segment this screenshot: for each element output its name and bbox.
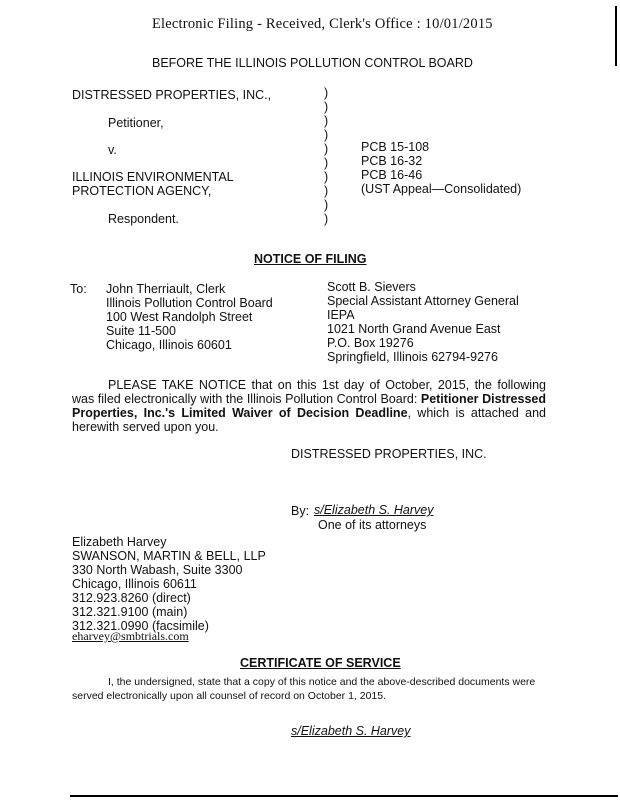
paren: ) — [324, 156, 329, 170]
recipient-line: 100 West Randolph Street — [106, 310, 253, 324]
to-label: To: — [70, 282, 87, 296]
email-link[interactable]: eharvey@smbtrials.com — [72, 629, 189, 643]
paren: ) — [324, 212, 329, 226]
by-label: By: — [291, 504, 310, 518]
certificate-title: CERTIFICATE OF SERVICE — [240, 656, 401, 670]
recipient-line: 1021 North Grand Avenue East — [327, 322, 501, 336]
filed-document-title: Petitioner Distressed Properties, Inc.'s Limited Waiver of Decision Deadline — [72, 392, 546, 420]
case-numbers — [361, 140, 521, 196]
recipient-line: Suite 11-500 — [106, 324, 176, 338]
signature: s/Elizabeth S. Harvey — [314, 503, 434, 517]
signatory-company: DISTRESSED PROPERTIES, INC. — [291, 447, 487, 461]
recipient-line: IEPA — [327, 308, 355, 322]
case-consolidation: (UST Appeal—Consolidated) — [361, 182, 522, 196]
recipient-attorney-general — [327, 280, 519, 364]
petitioner-role: Petitioner, — [108, 116, 164, 130]
scan-edge-line — [615, 6, 617, 66]
counsel-line: Chicago, Illinois 60611 — [72, 577, 197, 591]
scan-bottom-line — [70, 795, 618, 797]
paren: ) — [324, 184, 329, 198]
versus-label: v. — [108, 143, 117, 157]
recipient-line: Scott B. Sievers — [327, 280, 416, 294]
paren: ) — [324, 198, 329, 212]
counsel-line: 312.321.0990 (facsimile) — [72, 619, 209, 633]
petitioner-name: DISTRESSED PROPERTIES, INC., — [72, 88, 272, 102]
case-number: PCB 16-32 — [361, 154, 423, 168]
recipient-line: Special Assistant Attorney General — [327, 294, 519, 308]
certificate-signature: s/Elizabeth S. Harvey — [291, 724, 411, 738]
recipient-line: Illinois Pollution Control Board — [106, 296, 273, 310]
paren: ) — [324, 170, 329, 184]
recipient-line: P.O. Box 19276 — [327, 336, 414, 350]
case-number: PCB 15-108 — [361, 140, 430, 154]
respondent-line1: ILLINOIS ENVIRONMENTAL — [72, 170, 234, 184]
notice-title: NOTICE OF FILING — [254, 252, 367, 266]
caption-parens — [324, 86, 328, 226]
notice-text-2: , which is attached and herewith served upon you. — [72, 406, 546, 434]
counsel-line: 312.923.8260 (direct) — [72, 591, 191, 605]
attorney-role: One of its attorneys — [318, 518, 427, 532]
counsel-line: 330 North Wabash, Suite 3300 — [72, 563, 243, 577]
notice-paragraph — [72, 378, 546, 434]
filing-stamp: Electronic Filing - Received, Clerk's Office : 10/01/2015 — [152, 16, 493, 32]
respondent-line2: PROTECTION AGENCY, — [72, 184, 212, 198]
paren: ) — [324, 100, 329, 114]
recipient-line: Chicago, Illinois 60601 — [106, 338, 232, 352]
paren: ) — [324, 114, 329, 128]
recipient-line: Springfield, Illinois 62794-9276 — [327, 350, 498, 364]
paren: ) — [324, 128, 329, 142]
board-header: BEFORE THE ILLINOIS POLLUTION CONTROL BOARD — [152, 56, 473, 70]
counsel-line: Elizabeth Harvey — [72, 535, 167, 549]
paren: ) — [324, 142, 329, 156]
certificate-text: I, the undersigned, state that a copy of this notice and the above-described documents were served electronically upon all counsel of record on October 1, 2015. — [72, 676, 536, 702]
counsel-line: SWANSON, MARTIN & BELL, LLP — [72, 549, 266, 563]
paren: ) — [324, 86, 329, 100]
recipient-line: John Therriault, Clerk — [106, 282, 226, 296]
case-number: PCB 16-46 — [361, 168, 423, 182]
respondent-role: Respondent. — [108, 212, 179, 226]
recipient-clerk — [106, 282, 273, 352]
counsel-block — [72, 535, 266, 633]
notice-text-1: PLEASE TAKE NOTICE that on this 1st day of October, 2015, the following was filed electronically with the Illinois Pollution Control Board: — [72, 378, 546, 406]
counsel-line: 312.321.9100 (main) — [72, 605, 188, 619]
